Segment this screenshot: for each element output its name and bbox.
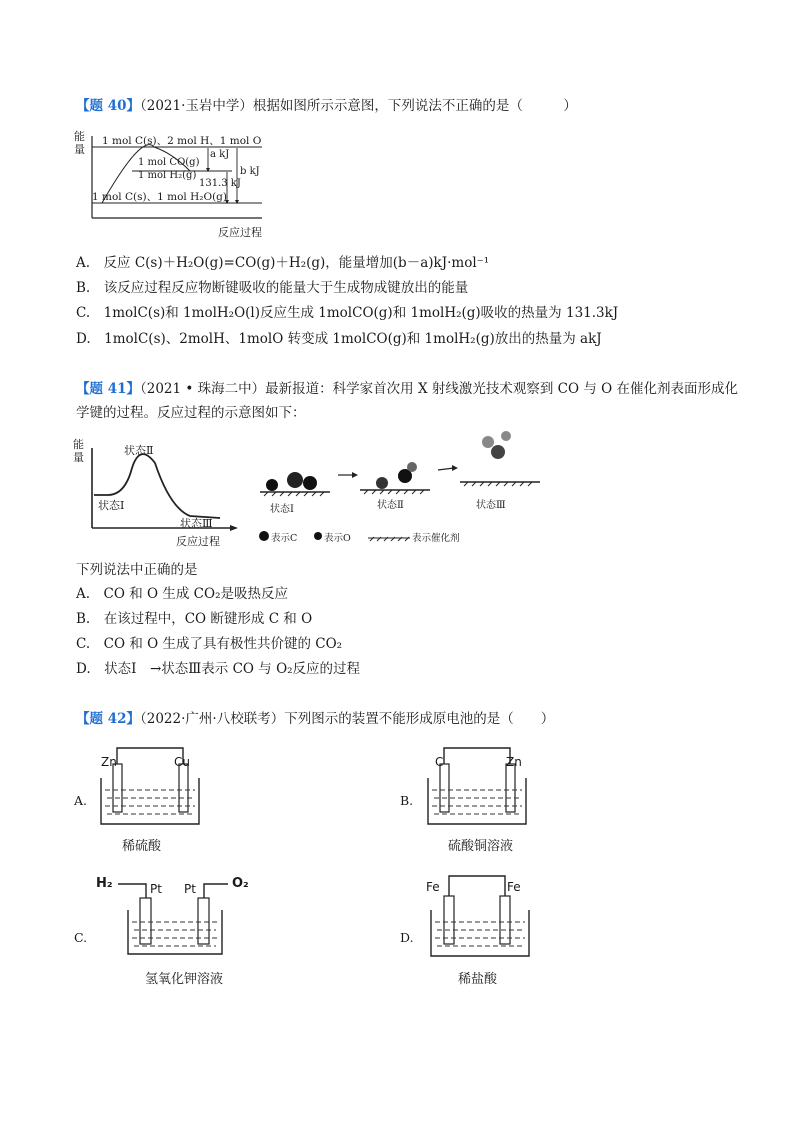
- diagram-40-a: a kJ: [210, 149, 230, 160]
- question-42-tag: 【题 42】: [76, 711, 140, 727]
- q40-option-b: B. 该反应过程反应物断键吸收的能量大于生成物成键放出的能量: [76, 280, 469, 296]
- cell-c-left-electrode: Pt: [150, 882, 162, 896]
- question-40-text: （2021·玉岩中学）根据如图所示示意图，下列说法不正确的是（ ）: [140, 98, 577, 114]
- diagram-40-top-level: 1 mol C(s)、2 mol H、1 mol O: [102, 135, 262, 147]
- cell-d-solution: 稀盐酸: [458, 972, 498, 987]
- question-42-stem: [76, 707, 740, 731]
- cell-c-gas-oxygen: O₂: [232, 876, 249, 891]
- diagram-41-state3: 状态Ⅲ: [180, 517, 213, 530]
- diagram-40-value: 131.3 kJ: [199, 178, 241, 189]
- q41-option-a: A. CO 和 O 生成 CO₂是吸热反应: [76, 586, 288, 602]
- cell-a-left-electrode: Zn: [101, 755, 117, 769]
- q41-lead: 下列说法中正确的是: [76, 562, 198, 578]
- diagram-40-mid1: 1 mol CO(g): [138, 157, 200, 168]
- q41-option-d: D. 状态Ⅰ →状态Ⅲ表示 CO 与 O₂反应的过程: [76, 661, 361, 677]
- cell-a-right-electrode: Cu: [174, 755, 190, 769]
- cell-b-left-electrode: C: [435, 755, 444, 769]
- cell-c-right-electrode: Pt: [184, 882, 196, 896]
- cell-c-solution: 氢氧化钾溶液: [145, 972, 224, 987]
- diagram-40-ylabel: 能量: [74, 130, 85, 156]
- diagram-41-state2: 状态Ⅱ: [124, 444, 154, 457]
- cell-b-right-electrode: Zn: [506, 755, 522, 769]
- legend-oxygen: 表示O: [324, 533, 351, 544]
- cell-a-letter: A.: [74, 793, 88, 808]
- cell-a-solution: 稀硫酸: [122, 839, 162, 854]
- q41-option-c: C. CO 和 O 生成了具有极性共价键的 CO₂: [76, 636, 343, 652]
- diagram-41-state1: 状态Ⅰ: [98, 499, 125, 512]
- energy-diagram-41: [70, 438, 240, 548]
- question-42-text: （2022·广州·八校联考）下列图示的装置不能形成原电池的是（ ）: [140, 711, 555, 727]
- question-41-text: （2021 • 珠海二中）最新报道：科学家首次用 X 射线激光技术观察到 CO 与 O 在催化剂表面形成化学键的过程。反应过程的示意图如下：: [76, 381, 738, 421]
- question-41-tag: 【题 41】: [76, 381, 140, 397]
- q40-option-a: A. 反应 C(s)＋H₂O(g)=CO(g)＋H₂(g)，能量增加(b－a)kJ·mol⁻¹: [76, 255, 490, 271]
- legend-carbon: 表示C: [271, 533, 298, 544]
- cell-b-solution: 硫酸铜溶液: [448, 839, 514, 854]
- question-40-tag: 【题 40】: [76, 98, 140, 114]
- q40-option-c: C. 1molC(s)和 1molH₂O(l)反应生成 1molCO(g)和 1molH₂(g)吸收的热量为 131.3kJ: [76, 305, 619, 321]
- diagram-40-xlabel: 反应过程: [218, 226, 262, 239]
- question-40-stem: [76, 94, 740, 118]
- q40-option-d: D. 1molC(s)、2molH、1molO 转变成 1molCO(g)和 1molH₂(g)放出的热量为 akJ: [76, 331, 602, 347]
- diagram-41-ylabel: 能量: [73, 438, 84, 464]
- cell-b-letter: B.: [400, 793, 414, 808]
- cell-c-gas-hydrogen: H₂: [96, 876, 113, 891]
- illustration-state3: 状态Ⅲ: [476, 500, 506, 511]
- illustration-state2: 状态Ⅱ: [377, 500, 404, 511]
- cell-c-letter: C.: [74, 930, 88, 945]
- legend-catalyst: 表示催化剂: [412, 533, 460, 544]
- question-41-stem: [76, 377, 740, 425]
- diagram-41-xlabel: 反应过程: [176, 535, 220, 548]
- illustration-state1: 状态Ⅰ: [270, 504, 294, 515]
- cell-d-right-electrode: Fe: [507, 880, 521, 894]
- cell-d-left-electrode: Fe: [426, 880, 440, 894]
- q41-option-b: B. 在该过程中，CO 断键形成 C 和 O: [76, 611, 313, 627]
- cell-d-letter: D.: [400, 930, 414, 945]
- diagram-40-mid2: 1 mol H₂(g): [138, 170, 197, 181]
- diagram-40-bottom-level: 1 mol C(s)、1 mol H₂O(g): [92, 191, 227, 203]
- cell-c-drawing: [100, 872, 250, 962]
- diagram-40-b: b kJ: [240, 166, 260, 177]
